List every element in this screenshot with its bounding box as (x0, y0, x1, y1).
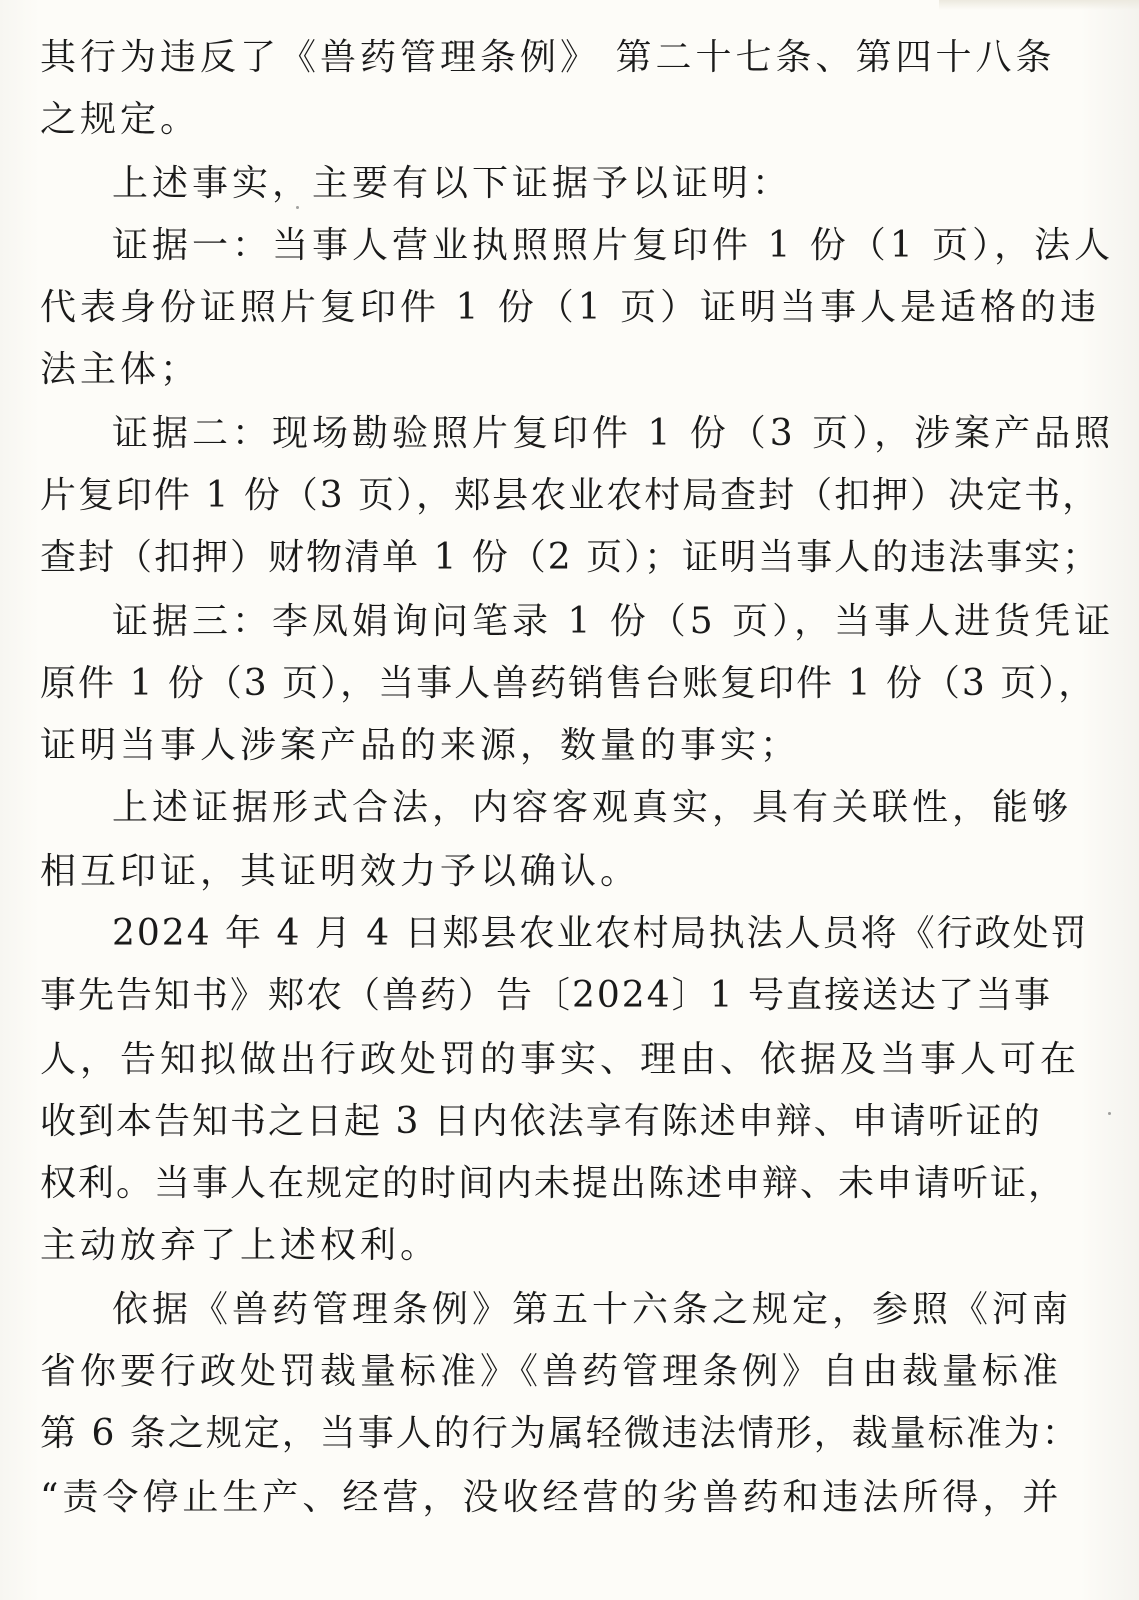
text-line: 代表身份证照片复印件 1 份（1 页）证明当事人是适格的违 (40, 287, 1101, 328)
text-line: 法主体； (40, 349, 201, 390)
text-line: 第 6 条之规定，当事人的行为属轻微违法情形，裁量标准为： (40, 1413, 1080, 1454)
text-line: 事先告知书》郏农（兽药）告〔2024〕1 号直接送达了当事 (40, 975, 1052, 1016)
text-line: 其行为违反了《兽药管理条例》 第二十七条、第四十八条 (40, 37, 1056, 78)
text-line: 查封（扣押）财物清单 1 份（2 页）；证明当事人的违法事实； (40, 537, 1101, 578)
text-line: 2024 年 4 月 4 日郏县农业农村局执法人员将《行政处罚 (112, 913, 1089, 954)
text-line: 收到本告知书之日起 3 日内依法享有陈述申辩、申请听证的 (40, 1101, 1042, 1142)
text-line: 省你要行政处罚裁量标准》《兽药管理条例》自由裁量标准 (40, 1351, 1063, 1392)
text-line: 上述证据形式合法，内容客观真实，具有关联性，能够 (112, 787, 1073, 828)
text-line: 证明当事人涉案产品的来源，数量的事实； (40, 725, 801, 766)
text-line: 上述事实，主要有以下证据予以证明： (112, 163, 793, 204)
text-line: 人，告知拟做出行政处罚的事实、理由、依据及当事人可在 (40, 1039, 1081, 1080)
text-line: 相互印证，其证明效力予以确认。 (40, 851, 641, 892)
text-line: 依据《兽药管理条例》第五十六条之规定，参照《河南 (112, 1289, 1073, 1330)
text-line: “责令停止生产、经营，没收经营的劣兽药和违法所得，并 (40, 1477, 1063, 1518)
scan-shadow (939, 0, 1139, 10)
scan-speck (296, 206, 299, 209)
text-line: 之规定。 (40, 99, 201, 140)
scan-speck (1108, 1112, 1111, 1115)
text-line: 证据三：李凤娟询问笔录 1 份（5 页），当事人进货凭证 (112, 601, 1115, 642)
text-line: 权利。当事人在规定的时间内未提出陈述申辩、未申请听证， (40, 1163, 1067, 1204)
text-line: 证据一：当事人营业执照照片复印件 1 份（1 页），法人 (112, 225, 1115, 266)
text-line: 原件 1 份（3 页），当事人兽药销售台账复印件 1 份（3 页）， (40, 663, 1097, 704)
text-line: 主动放弃了上述权利。 (40, 1225, 441, 1266)
text-line: 片复印件 1 份（3 页），郏县农业农村局查封（扣押）决定书， (40, 475, 1101, 516)
text-line: 证据二：现场勘验照片复印件 1 份（3 页），涉案产品照 (112, 413, 1115, 454)
